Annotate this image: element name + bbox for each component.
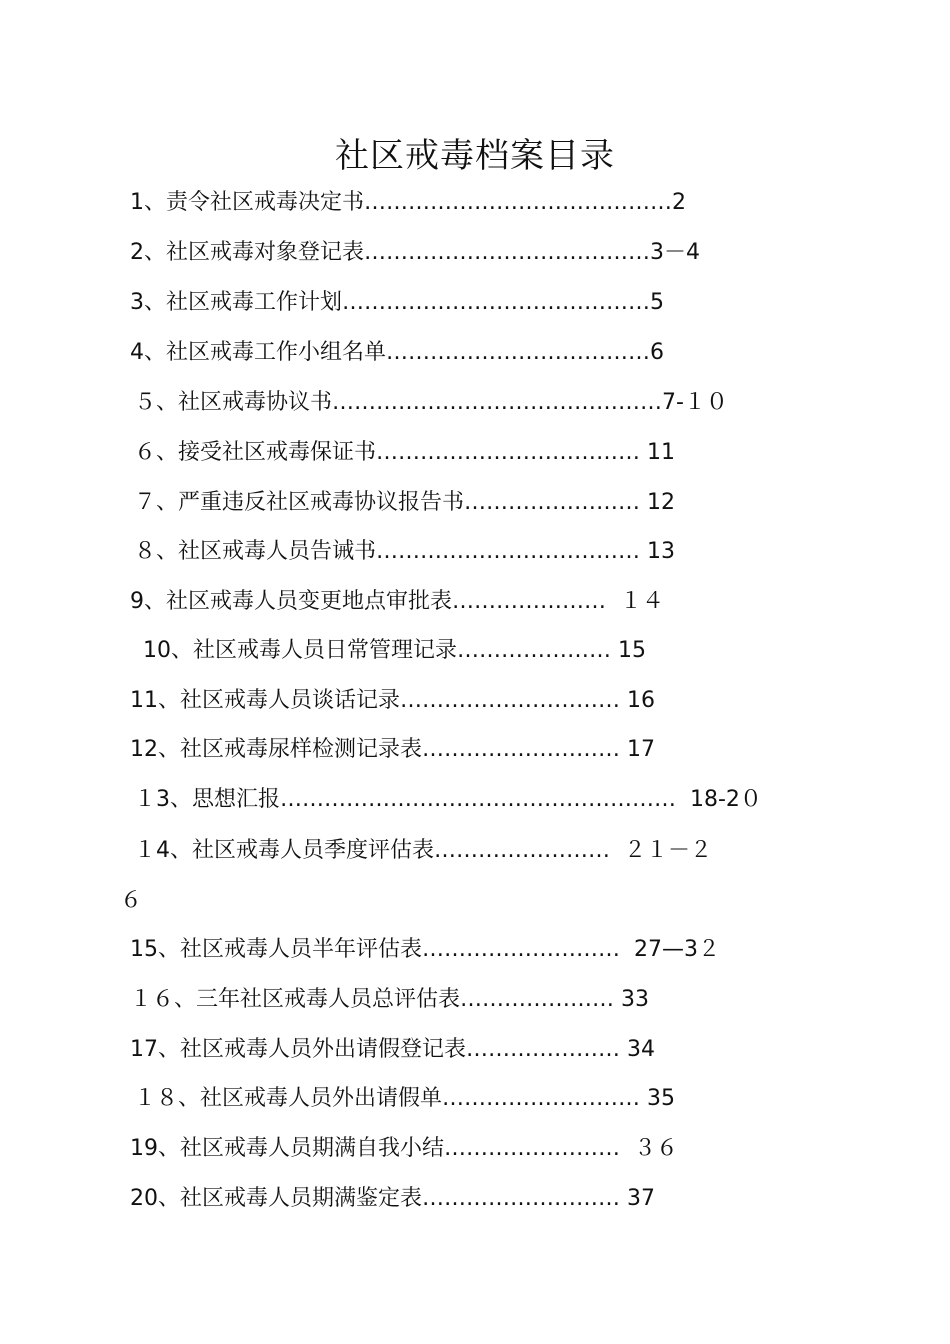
toc-entry-11: 11、社区戒毒人员谈话记录………………………… 16 [130, 688, 655, 713]
toc-entry-1: 1、责令社区戒毒决定书……………………………………2 [130, 190, 686, 215]
toc-entry-18: １８、社区戒毒人员外出请假单……………………… 35 [134, 1086, 675, 1111]
toc-entry-14-continued: ６ [120, 888, 143, 913]
toc-entry-19: 19、社区戒毒人员期满自我小结…………………… ３６ [130, 1136, 678, 1161]
toc-entry-20: 20、社区戒毒人员期满鉴定表……………………… 37 [130, 1186, 655, 1211]
toc-entry-5: ５、社区戒毒协议书………………………………………7-１０ [134, 390, 728, 415]
toc-entry-6: ６、接受社区戒毒保证书……………………………… 11 [134, 440, 675, 465]
toc-entry-4: 4、社区戒毒工作小组名单………………………………6 [130, 340, 664, 365]
page-title: 社区戒毒档案目录 [335, 136, 615, 176]
toc-entry-2: 2、社区戒毒对象登记表…………………………………3－4 [130, 240, 700, 265]
toc-entry-13: １3、思想汇报……………………………………………… 18-2０ [134, 787, 762, 812]
toc-entry-12: 12、社区戒毒尿样检测记录表……………………… 17 [130, 737, 655, 762]
toc-entry-3: 3、社区戒毒工作计划……………………………………5 [130, 290, 664, 315]
toc-entry-7: ７、严重违反社区戒毒协议报告书…………………… 12 [134, 490, 675, 515]
toc-entry-10: 10、社区戒毒人员日常管理记录………………… 15 [143, 638, 646, 663]
toc-entry-17: 17、社区戒毒人员外出请假登记表………………… 34 [130, 1037, 655, 1062]
toc-entry-15: 15、社区戒毒人员半年评估表……………………… 27—3２ [130, 937, 720, 962]
toc-entry-8: ８、社区戒毒人员告诫书……………………………… 13 [134, 539, 675, 564]
toc-entry-14: １4、社区戒毒人员季度评估表…………………… ２１－２ [134, 838, 712, 863]
toc-entry-16: １６、三年社区戒毒人员总评估表………………… 33 [130, 987, 649, 1012]
toc-entry-9: 9、社区戒毒人员变更地点审批表………………… １４ [130, 589, 664, 614]
